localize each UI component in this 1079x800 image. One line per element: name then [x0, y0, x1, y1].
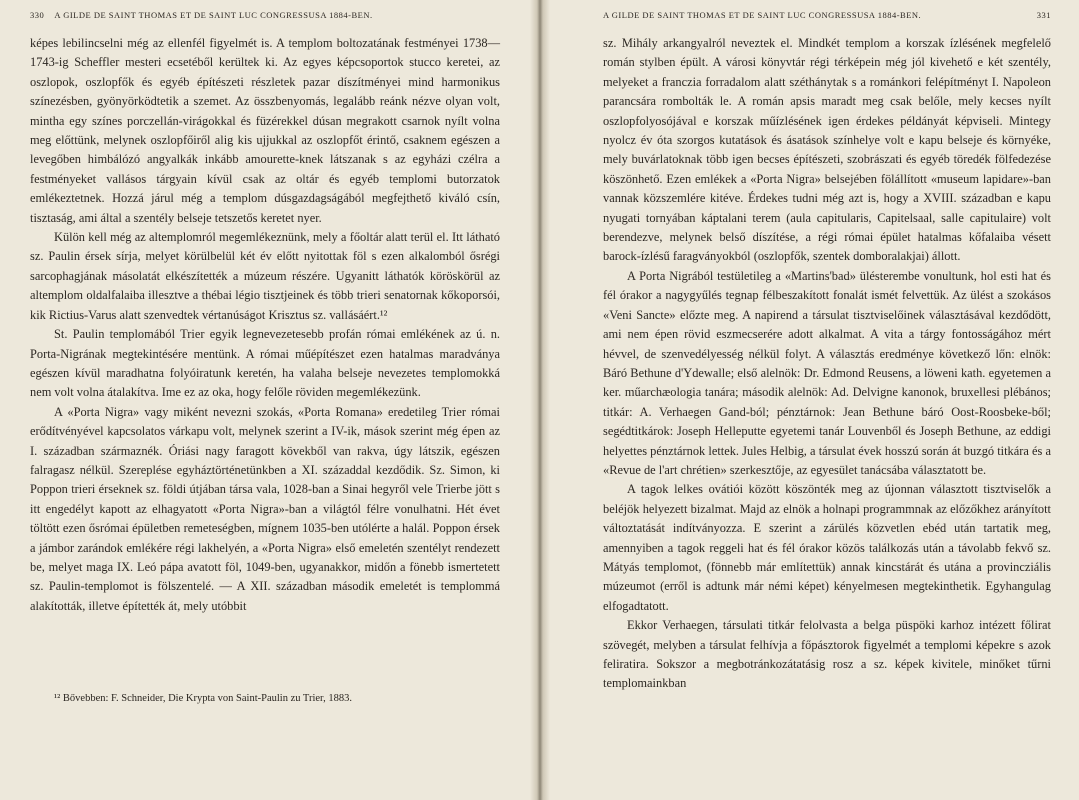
paragraph: képes lebilincselni még az ellenfél figyelmét is. A templom boltozatának festményei 1738—1743-ig Scheffler mesteri ecsetéből kerültek ki. Az egyes képcsoportok stucco keretei, az oszlopok, oszlopfők és egyéb építészeti részletek pazar díszítményei mind harmonikus színezésben, gyönyörködtetik a szemet. Az összbenyomás, legalább reánk nézve olyan volt, mintha egy színes porczellán-virágokkal és füzérekkel dúsan megrakott csarnok nyílt volna meg előttünk, melynek oszlopfőiről alig kis ujjukkal az oszlopfőt érintő, csaknem egészen a levegőben himbálózó angyalkák inkább amourette-knek látszanak s az egyházi czélra a festményeket vallásos tárgyain kívül csak az oltár és egyéb templomi butorzatok emlékeztetnek. Hozzá járul még a templom dúsgazdagságából megfejthető kiváló csín, tisztaság, ami által a szentély belseje tetszetős keretet nyer.: [30, 36, 500, 225]
left-page: [0, 0, 538, 800]
left-running-title: A GILDE DE SAINT THOMAS ET DE SAINT LUC CONGRESSUSA 1884-BEN.: [54, 10, 373, 20]
right-running-head: [603, 10, 1051, 20]
paragraph: Külön kell még az altemplomról megemlékeznünk, mely a főoltár alatt terül el. Itt látható sz. Paulin érsek sírja, melyet körülbelül két év előtt nyitottak föl s ezen alkalomból ősrégi sarcophagjának másolatát elkészítették a múzeum részére. Ugyanitt láthatók köröskörül az altemplom oldalfalaiba illesztve a thébai légio tisztjeinek és több trieri senatornak kőkoporsói, kik Rictius-Varus alatt szenvedtek vértanúságot Krisztus sz. vallásáért.¹²: [30, 230, 500, 322]
book-gutter: [530, 0, 550, 800]
left-page-number: 330: [30, 10, 45, 20]
right-page: [541, 0, 1079, 800]
left-body-text: [30, 34, 500, 616]
right-body-text: [603, 34, 1051, 694]
paragraph: sz. Mihály arkangyalról neveztek el. Mindkét templom a korszak ízlésének megfelelő román stylben épült. A városi könyvtár régi térképein még jól kivehető e két szentély, melyeket a franczia forradalom alatt széthánytak s a románkori felépítményt I. Napoleon parancsára rombolták le. A román apsis maradt meg csak belőle, mely kecses nyílt oszlopfolyosójával e korszak műízlésének igen érdekes példányát képviseli. Mintegy nyolcz év óta szorgos kutatások és ásatások színhelye volt e kapu belseje és környéke, mely buvárlatoknak több igen becses építészeti, szobrászati és egyéb töredék fölfedezése köszönhető. Ezen emlékek a «Porta Nigra» belsejében fölállított «museum lapidare»-ban vannak közszemlére kitéve. Érdekes tudni még azt is, hogy a XVIII. században e kapu nyugati tornyában káptalani terem (aula capitularis, Capitelsaal, salle capitulaire) volt berendezve, melynek belső díszítése, a régi római épület hatalmas kőfalaiba vésett barock-ízlésű faragványokból (oszlopfők, szentek domboralakjai) állott.: [603, 36, 1051, 264]
left-running-head: [30, 10, 500, 20]
paragraph: A Porta Nigrából testületileg a «Martins'bad» ülésterembe vonultunk, hol esti hat és fél órakor a nagygyűlés tegnap félbeszakított fonalát ismét felvettük. Az ülést a szokásos «Veni Sancte» előzte meg. A napirend a társulat tisztviselőinek választásával kezdődött, ami nem épen rövid eszmecserére adott alkalmat. A vita a tárgy fontosságához mért hévvel, de szenvedélyesség nélkül folyt. A választás eredménye következő lőn: elnök: Báró Bethune d'Ydewalle; első alelnök: Dr. Edmond Reusens, a löweni kath. egyetemen a ker. műarchæologia tanára; második alelnök: Ad. Delvigne kanonok, bruxellesi plébános; titkár: A. Verhaegen Gand-ból; pénztárnok: Jean Bethune báró Oost-Roosbeke-ből; segédtitkárok: Joseph Helleputte egyetemi tanár Louvenből és Joseph Bethune, az eddigi helyettes pénztárnok lettek. Jules Helbig, a társulat évek hosszú során át buzgó titkára és a «Revue de l'art chrétien» szerkesztője, az egyesület tanácsába választatott be.: [603, 268, 1051, 477]
right-page-number: 331: [1036, 10, 1051, 20]
footnote: ¹² Bővebben: F. Schneider, Die Krypta von Saint-Paulin zu Trier, 1883.: [54, 693, 352, 704]
right-running-title: A GILDE DE SAINT THOMAS ET DE SAINT LUC CONGRESSUSA 1884-BEN.: [603, 10, 922, 20]
paragraph: A «Porta Nigra» vagy miként nevezni szokás, «Porta Romana» eredetileg Trier római erődítvényével kapcsolatos várkapu volt, melynek szerint a IV-ik, mások szerint még épen az I. században származnék. Óriási nagy faragott kövekből van rakva, úgy látszik, egészen falragasz nélkül. Szereplése egyháztörténetünkben a XI. századdal kezdődik. Sz. Simon, ki Poppon trieri érseknek sz. földi útjában társa vala, 1028-ban a Sinai hegyről vele Trierbe jött s itt engedélyt kapott az elhagyatott «Porta Nigra»-ban a világtól félre vonulhatni. Hét évet töltött ezen ősrómai épületben remeteségben, mígnem 1035-ben utólérte a halál. Poppon érsek a jámbor zarándok emlékére régi lakhelyén, a «Porta Nigra» első emeletén szentélyt rendezett be, melyet maga IX. Leó pápa avatott föl, 1049-ben, ugyanakkor, midőn a fönebb ismertetett sz. Paulin-templomot is fölszentelé. — A XII. században második emeletét is templommá alakították, illetve építették át, mely utóbbit: [30, 404, 500, 613]
paragraph: A tagok lelkes ovátiói között köszönték meg az újonnan választott tisztviselők a beléjök helyezett bizalmat. Majd az elnök a holnapi programmnak az előzőkhez arányított változtatását indítványozza. E szerint a zárülés közvetlen ebéd után tartatik meg, amennyiben a tagok reggeli hat és fél órakor közös találkozás után a távolabb fekvő sz. Mátyás templomot, (fönnebb már említettük) annak kincstárát és utána a provincziális múzeumot (erről is adtunk már némi képet) kényelmesen megtekinthetik. Egyhangulag elfogadtatott.: [603, 482, 1051, 613]
paragraph: St. Paulin templomából Trier egyik legnevezetesebb profán római emlékének az ú. n. Porta-Nigrának megtekintésére mentünk. A római műépítészet ezen hatalmas maradványa egészen kívül maradhatna folyóiratunk keretén, ha valaha belseje nevezetes templomokká nem volt volna átalakítva. Ime ez az oka, hogy felőle röviden megemlékezünk.: [30, 327, 500, 400]
paragraph: Ekkor Verhaegen, társulati titkár felolvasta a belga püspöki karhoz intézett főlirat szövegét, melyben a társulat felhívja a főpásztorok figyelmét a templomi képekre s azok feliratira. Sokszor a megbotránkozátatásig rosz a sz. képek kivitele, minőket tűrni templomainkban: [603, 618, 1051, 691]
